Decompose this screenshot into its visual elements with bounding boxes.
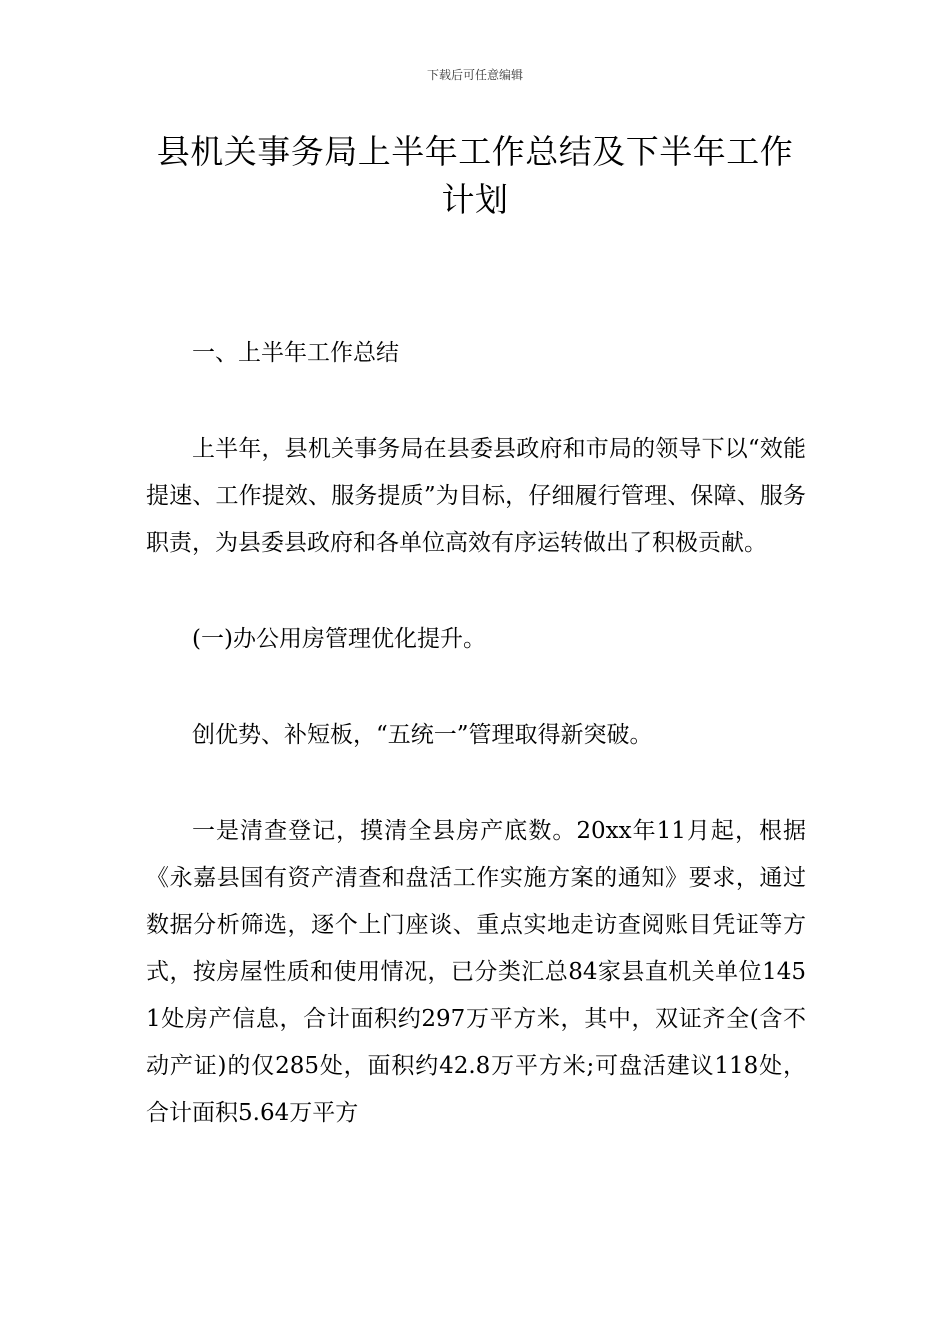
paragraph-gap: [146, 377, 806, 426]
header-note: 下载后可任意编辑: [426, 68, 523, 82]
document-body: [146, 330, 806, 1137]
paragraph-gap: [146, 759, 806, 808]
paragraph-gap: [146, 567, 806, 616]
detail-paragraph: 一是清查登记，摸清全县房产底数。20xx年11月起，根据《永嘉县国有资产清查和盘活工作实施方案的通知》要求，通过数据分析筛选，逐个上门座谈、重点实地走访查阅账目凭证等方式，按房屋性质和使用情况，已分类汇总84家县直机关单位1451处房产信息，合计面积约297万平方米，其中，双证齐全(含不动产证)的仅285处，面积约42.8万平方米;可盘活建议118处，合计面积5.64万平方: [146, 818, 806, 1126]
summary-paragraph: 创优势、补短板，“五统一”管理取得新突破。: [192, 722, 653, 748]
section-heading: 一、上半年工作总结: [192, 340, 399, 366]
intro-paragraph: 上半年，县机关事务局在县委县政府和市局的领导下以“效能提速、工作提效、服务提质”为目标，仔细履行管理、保障、服务职责，为县委县政府和各单位高效有序运转做出了积极贡献。: [146, 436, 806, 556]
paragraph-gap: [146, 663, 806, 712]
subsection-heading: (一)办公用房管理优化提升。: [192, 626, 486, 652]
document-title: 县机关事务局上半年工作总结及下半年工作计划: [156, 132, 794, 219]
